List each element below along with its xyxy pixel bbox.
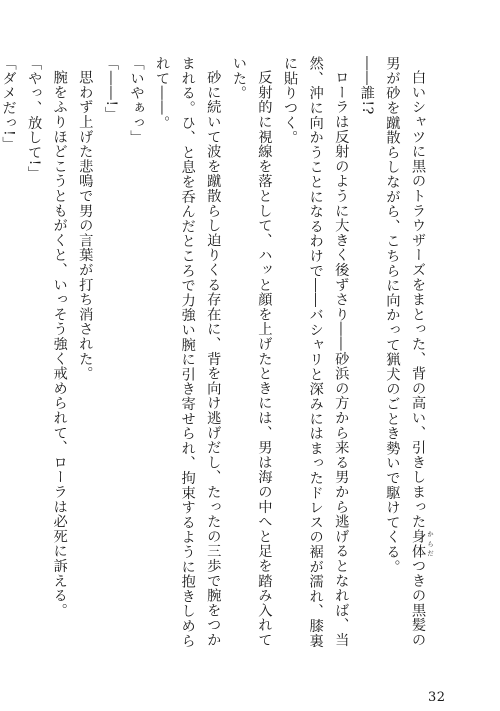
- paragraph-1: [379, 56, 434, 656]
- ruby-annotation: [410, 529, 434, 559]
- paragraph-4: 反射的に視線を落として、ハッと顔を上げたときには、男は海の中へと足を踏み入れていた。: [230, 56, 273, 648]
- paragraph-11: 「ダメだっ!」: [0, 56, 17, 152]
- ruby-base: 身体: [410, 529, 426, 559]
- page-number: 32: [428, 690, 446, 705]
- paragraph-2: ――誰!?: [358, 56, 375, 115]
- ruby-reading: からだ: [426, 529, 434, 559]
- text-segment: つきの黒髪の男が砂を蹴散らしながら、こちらに向かって猟犬のごとき勢いで駆けてくる。: [384, 56, 426, 648]
- text-segment: 白いシャツに黒のトラウザーズをまとった、背の高い、引きしまった: [410, 70, 426, 530]
- paragraph-9: 腕をふりほどこうともがくと、いっそう強く戒められて、ローラは必死に訴える。: [51, 70, 68, 618]
- paragraph-3: ローラは反射のように大きく後ずさり――砂浜の方から来る男から逃げるとなれば、当然、沖に向かうことになるわけで――バシャリと深みにはまったドレスの裾が濡れ、膝裏に貼りつく。: [282, 56, 350, 648]
- paragraph-7: 「――!」: [102, 56, 119, 122]
- paragraph-5: 砂に続いて波を蹴散らし迫りくる存在に、背を向け逃げだし、たったの三歩で腕をつかまれる。ひ、と息を呑んだところで力強い腕に引き寄せられ、拘束するように抱きしめられて――。: [154, 56, 222, 648]
- vertical-text-body: [0, 56, 434, 656]
- paragraph-6: 「いやぁっ」: [128, 56, 145, 145]
- paragraph-10: 「やっ、放して!」: [26, 56, 43, 181]
- paragraph-8: 思わず上げた悲鳴で男の言葉が打ち消された。: [77, 70, 94, 382]
